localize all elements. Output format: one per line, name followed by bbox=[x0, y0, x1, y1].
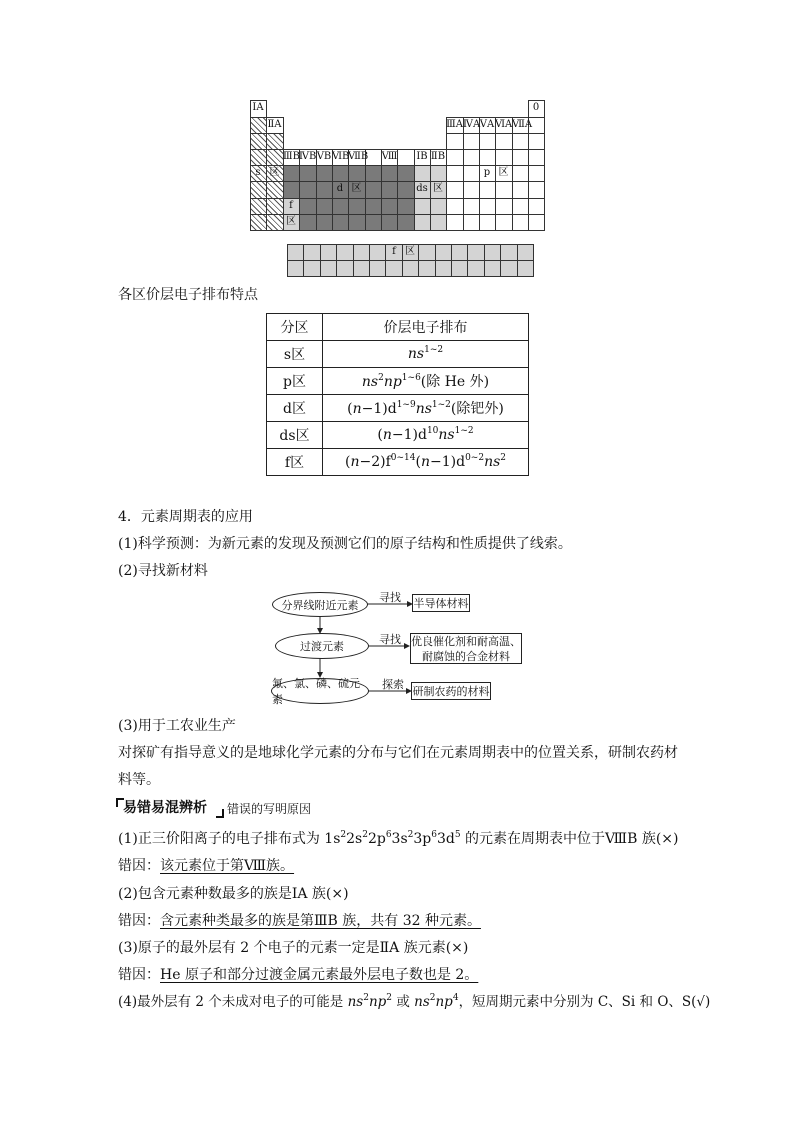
group-viii-label: Ⅷ bbox=[381, 151, 398, 162]
group-zero-label: 0 bbox=[532, 102, 540, 113]
reason-label: 错因： bbox=[118, 913, 160, 929]
f-row-qu: 区 bbox=[405, 246, 415, 257]
s-block-letter: s bbox=[255, 167, 261, 178]
reason-label: 错因： bbox=[118, 858, 160, 874]
config-cell: $(n-1)d^{1\sim 9}ns^{1\sim 2}$(除钯外) bbox=[323, 395, 529, 422]
answer-1 bbox=[118, 856, 294, 876]
block-cell: s区 bbox=[267, 341, 323, 368]
result-alloy: 优良催化剂和耐高温、 耐腐蚀的合金材料 bbox=[411, 634, 521, 663]
question-2: (2)包含元素种数最多的族是ⅠA 族(×) bbox=[118, 886, 349, 902]
config-cell: $ns^2np^{1\sim 6}$(除 He 外) bbox=[323, 368, 529, 395]
d-block-letter: d bbox=[336, 183, 344, 194]
f-block-letter: f bbox=[289, 200, 293, 211]
group-ivb-label: ⅣB bbox=[299, 151, 317, 162]
f-block-qu: 区 bbox=[286, 216, 296, 227]
config-cell: $(n-1)d^{10}ns^{1\sim 2}$ bbox=[323, 422, 529, 449]
node-boundary-elements: 分界线附近元素 bbox=[272, 592, 368, 617]
table-header: 价层电子排布 bbox=[323, 314, 529, 341]
group-iiib-label: ⅢB bbox=[283, 151, 300, 162]
p-block-qu: 区 bbox=[498, 167, 509, 178]
node-transition-elements: 过渡元素 bbox=[275, 633, 369, 659]
d-block-qu: 区 bbox=[351, 183, 362, 194]
reason-text: 该元素位于第Ⅷ族。 bbox=[160, 858, 295, 874]
block-cell: ds区 bbox=[267, 422, 323, 449]
reason-label: 错因： bbox=[118, 967, 160, 983]
answer-2 bbox=[118, 911, 481, 931]
block-cell: f区 bbox=[267, 449, 323, 476]
p-block-letter: p bbox=[483, 167, 491, 178]
group-via-label: ⅥA bbox=[495, 119, 513, 130]
result-pesticide: 研制农药的材料 bbox=[411, 682, 491, 700]
ds-block-qu: 区 bbox=[433, 183, 443, 194]
s-block-qu: 区 bbox=[269, 167, 280, 178]
error-section-subtitle: 错误的写明原因 bbox=[227, 802, 312, 816]
group-iia-label: ⅡA bbox=[267, 119, 282, 130]
question-3: (3)原子的最外层有 2 个电子的元素一定是ⅡA 族元素(×) bbox=[118, 940, 469, 956]
paragraph-line-1: 对探矿有指导意义的是地球化学元素的分布与它们在元素周期表中的位置关系，研制农药材 bbox=[118, 745, 678, 761]
question-1: (1)正三价阳离子的电子排布式为 $1s^22s^22p^63s^23p^63d^5$ 的元素在周期表中位于ⅧB 族(×) bbox=[118, 830, 679, 847]
item-2: (2)寻找新材料 bbox=[118, 563, 208, 579]
reason-text: He 原子和部分过渡金属元素最外层电子数也是 2。 bbox=[160, 967, 479, 983]
group-ia-label: ⅠA bbox=[252, 102, 264, 113]
f-row-letter: f bbox=[392, 246, 396, 257]
group-iva-label: ⅣA bbox=[463, 119, 481, 130]
error-section-title: 易错易混辨析 bbox=[123, 800, 207, 816]
heading-4: 4．元素周期表的应用 bbox=[118, 509, 253, 525]
bracket-close-icon bbox=[216, 809, 224, 818]
item-3: (3)用于工农业生产 bbox=[118, 718, 236, 734]
config-cell: $(n-2)f^{0\sim 14}(n-1)d^{0\sim 2}ns^2$ bbox=[323, 449, 529, 476]
group-vib-label: ⅥB bbox=[332, 151, 350, 162]
verb-find-2: 寻找 bbox=[379, 633, 401, 646]
verb-explore: 探索 bbox=[382, 678, 404, 691]
group-viia-label: ⅦA bbox=[512, 119, 533, 130]
group-iiia-label: ⅢA bbox=[446, 119, 463, 130]
node-fcps-elements: 氟、氯、磷、硫元素 bbox=[271, 678, 369, 704]
question-4: (4)最外层有 2 个未成对电子的可能是 $ns^2np^2$ 或 $ns^2np^4$，短周期元素中分别为 C、Si 和 O、S(√) bbox=[118, 993, 711, 1010]
block-cell: p区 bbox=[267, 368, 323, 395]
paragraph-line-2: 料等。 bbox=[118, 772, 160, 788]
section-title: 各区价层电子排布特点 bbox=[118, 287, 258, 303]
reason-text: 含元素种类最多的族是第ⅢB 族，共有 32 种元素。 bbox=[160, 913, 481, 929]
group-va-label: ⅤA bbox=[479, 119, 495, 130]
item-1: (1)科学预测：为新元素的发现及预测它们的原子结构和性质提供了线索。 bbox=[118, 536, 572, 552]
group-viib-label: ⅦB bbox=[348, 151, 369, 162]
group-vb-label: ⅤB bbox=[316, 151, 332, 162]
block-cell: d区 bbox=[267, 395, 323, 422]
result-semiconductor: 半导体材料 bbox=[412, 594, 470, 612]
ds-block-letter: ds bbox=[416, 183, 428, 194]
answer-3 bbox=[118, 965, 478, 985]
table-header: 分区 bbox=[267, 314, 323, 341]
verb-find-1: 寻找 bbox=[379, 591, 401, 604]
config-cell: $ns^{1\sim 2}$ bbox=[323, 341, 529, 368]
group-iib-label: ⅡB bbox=[430, 151, 446, 162]
group-ib-label: ⅠB bbox=[416, 151, 428, 162]
